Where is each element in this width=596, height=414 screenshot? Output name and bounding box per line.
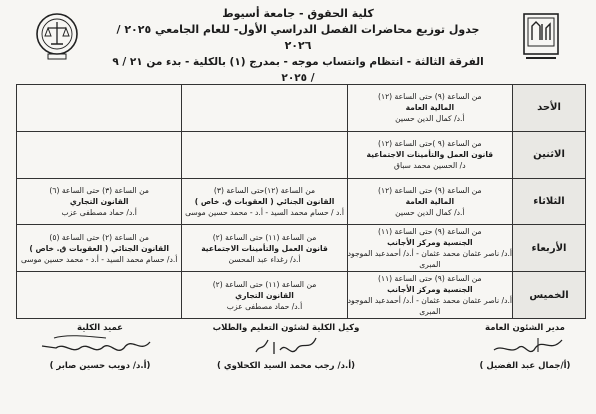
signature-vice-dean (206, 322, 366, 372)
schedule-title: جدول توزيع محاضرات الفصل الدراسي الأول- للعام الجامعي ٢٠٢٥ / ٢٠٢٦ (116, 23, 480, 52)
lecture-slot (17, 225, 182, 272)
signature-name: (أ.د/ دويب حسين صابر ) (49, 361, 151, 371)
signature-role: عميد الكلية (77, 323, 123, 333)
signature-role: مدير الشئون العامة (485, 323, 565, 333)
lecture-time: من الساعة (٣) حتى الساعة (٦) (49, 185, 149, 195)
lecture-time: من الساعة (٩) حتى الساعة (١١) (378, 274, 482, 284)
schedule-row (17, 272, 586, 319)
schedule-row (17, 131, 586, 178)
lecturer-names: د/ الحسين محمد سباق (394, 161, 466, 171)
lecturer-names: أ.د/ حماد مصطفى عزب (61, 207, 137, 217)
handwritten-signature (36, 332, 156, 358)
lecture-time: من الساعة (٢) حتى الساعة (٥) (49, 232, 149, 242)
lecture-slot (182, 85, 347, 132)
lecture-slot (182, 272, 347, 319)
faculty-seal-icon (34, 10, 80, 62)
lecturer-names: أ.د/ رغداء عبد المحسن (228, 254, 301, 264)
lecture-slot (182, 178, 347, 225)
lecture-time: من الساعة (٩) حتى الساعة (١٢) (378, 185, 482, 195)
day-label: الثلاثاء (513, 178, 586, 225)
signature-name: (أ/جمال عبد الفضيل ) (479, 361, 571, 371)
lecturer-names: أ.د/ حماد مصطفى عزب (226, 301, 303, 311)
course-name: المالية العامة (405, 103, 455, 113)
handwritten-signature (488, 332, 568, 358)
lecture-slot (182, 131, 347, 178)
lecturer-names: أ.د/ كمال الدين حسين (395, 114, 465, 124)
lecturer-names: أ.د / حسام محمد السيد - أ.د - محمد حسين موسى (185, 207, 344, 217)
day-label: الخميس (513, 272, 586, 319)
lecture-slot (347, 225, 512, 272)
course-name: الجنسية ومركز الأجانب (387, 285, 473, 295)
course-name: الجنسية ومركز الأجانب (387, 238, 473, 248)
schedule-row (17, 178, 586, 225)
faculty-name: كلية الحقوق - جامعة أسيوط (222, 7, 374, 20)
lecture-time: من الساعة (٩ )حتى الساعة (١٢) (378, 139, 482, 149)
schedule-row (17, 85, 586, 132)
day-label: الأحد (513, 85, 586, 132)
day-label: الاثنين (513, 131, 586, 178)
schedule-table (16, 84, 586, 319)
lecture-slot (17, 85, 182, 132)
lecture-slot (347, 272, 512, 319)
lecture-time: من الساعة (١٢)حتى الساعة (٣) (213, 185, 316, 195)
lecture-slot (347, 131, 512, 178)
course-name: القانون التجاري (69, 196, 129, 206)
lecture-slot (182, 225, 347, 272)
schedule-subtitle: الفرقة الثالثة - انتظام وانتساب موجه - بمدرج (١) بالكلية - بدء من ٢١ / ٩ / ٢٠٢٥ (112, 56, 484, 84)
course-name: القانون الجنائي ( العقوبات ق. خاص ) (194, 196, 335, 206)
lecturer-names: أ.د/ حسام محمد السيد - أ.د - محمد حسين موسى (20, 254, 178, 264)
university-logo-icon (518, 10, 564, 62)
course-name: قانون العمل والتأمينات الاجتماعية (201, 243, 328, 253)
lecture-time: من الساعة (٩) حتى الساعة (١٢) (378, 92, 482, 102)
course-name: المالية العامة (405, 196, 455, 206)
signature-name: (أ.د/ رجب محمد السيد الكحلاوي ) (216, 361, 356, 371)
lecture-time: من الساعة (١١) حتى الساعة (٢) (212, 279, 317, 289)
course-name: القانون الجنائي ( العقوبات ق. خاص ) (29, 243, 169, 253)
lecturer-names: أ.د/ ناصر عثمان محمد عثمان - أ.د/ أحمدعبد الموجود المبرى (347, 296, 512, 317)
lecturer-names: أ.د/ كمال الدين حسين (395, 207, 465, 217)
lecture-slot (347, 178, 512, 225)
handwritten-signature (252, 332, 322, 358)
signature-general-affairs (460, 322, 590, 372)
lecture-slot (17, 131, 182, 178)
lecturer-names: أ.د/ ناصر عثمان محمد عثمان - أ.د/ أحمدعبد الموجود المبرى (347, 249, 512, 270)
course-name: القانون التجاري (235, 290, 294, 300)
lecture-time: من الساعة (١١) حتى الساعة (٢) (212, 232, 317, 242)
signature-role: وكيل الكلية لشئون التعليم والطلاب (212, 323, 360, 333)
course-name: قانون العمل والتأمينات الاجتماعية (366, 150, 494, 160)
lecture-slot (347, 85, 512, 132)
signature-dean (30, 322, 170, 372)
day-label: الأربعاء (513, 225, 586, 272)
schedule-row (17, 225, 586, 272)
lecture-time: من الساعة (٩) حتى الساعة (١١) (378, 227, 482, 237)
document-header (110, 6, 486, 86)
lecture-slot (17, 272, 182, 319)
lecture-slot (17, 178, 182, 225)
